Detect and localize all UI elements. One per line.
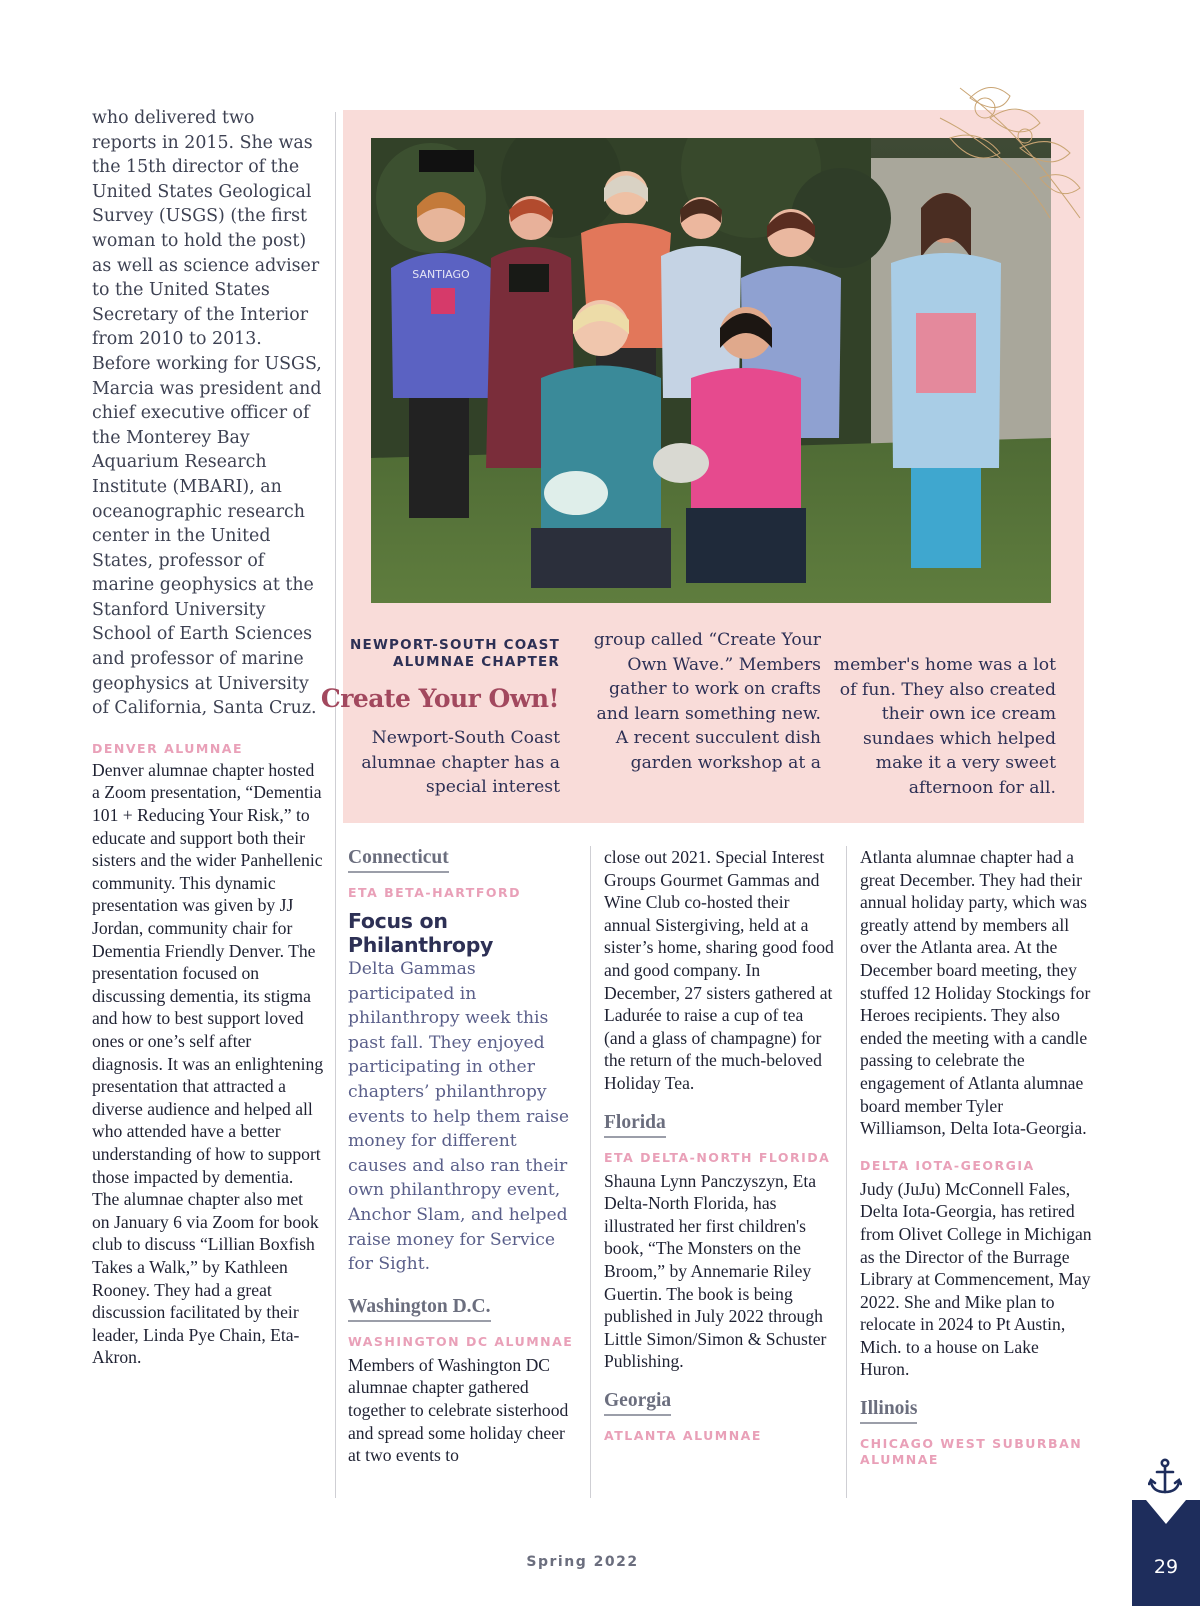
- washington-dc-article: Members of Washington DC alumnae chapter gathered together to celebrate sisterhood and spread some holiday cheer at two events to: [348, 1354, 569, 1466]
- column-rule: [590, 846, 591, 1498]
- feature-caption: member's home was a lot of fun. They also created their own ice cream sundaes which helped make it a very sweet afternoon for all.: [833, 655, 1056, 798]
- feature-caption: group called “Create Your Own Wave.” Members gather to work on crafts and learn something new. A recent succulent dish garden workshop at a: [593, 630, 821, 773]
- column-rule: [846, 846, 847, 1498]
- section-kicker-chicago: CHICAGO WEST SUBURBAN ALUMNAE: [860, 1436, 1083, 1468]
- state-heading-florida: Florida: [604, 1111, 666, 1138]
- section-kicker-washington-dc: WASHINGTON DC ALUMNAE: [348, 1333, 574, 1349]
- section-kicker-delta-iota: DELTA IOTA-GEORGIA: [860, 1157, 1035, 1173]
- state-heading-georgia: Georgia: [604, 1389, 671, 1416]
- feature-caption: Newport-South Coast alumnae chapter has a special interest: [361, 728, 560, 798]
- lower-column-2: [348, 846, 580, 1467]
- issue-label: Spring 2022: [526, 1554, 639, 1570]
- page-tab: [1132, 1500, 1200, 1606]
- denver-article: Denver alumnae chapter hosted a Zoom presentation, “Dementia 101 + Reducing Your Risk,” to educate and support both their sisters and the wider Panhellenic community. This dynamic presentation was given by JJ Jordan, community chair for Dementia Friendly Denver. The presentation focused on discussing dementia, its stigma and how to best support loved ones or one’s self after diagnosis. It was an enlightening presentation that attracted a diverse audience and helped all who attended have a better understanding of how to support those impacted by dementia. The alumnae chapter also met on January 6 via Zoom for book club to discuss “Lillian Boxfish Takes a Walk,” by Kathleen Rooney. They had a great discussion facilitated by their leader, Linda Pye Chain, Eta-Akron.: [92, 759, 324, 1368]
- state-heading-illinois: Illinois: [860, 1397, 917, 1424]
- section-kicker-eta-beta: ETA BETA-HARTFORD: [348, 885, 521, 900]
- article-continuation: who delivered two reports in 2015. She was the 15th director of the United States Geological Survey (USGS) (the first woman to hold the post) as well as science adviser to the United States Secretary of the Interior from 2010 to 2013. Before working for USGS, Marcia was president and chief executive officer of the Monterey Bay Aquarium Research Institute (MBARI), an oceanographic research center in the United States, professor of marine geophysics at the Stanford University School of Earth Sciences and professor of marine geophysics at University of California, Santa Cruz.: [92, 108, 322, 719]
- shirt-text: SANTIAGO: [412, 268, 470, 281]
- section-kicker-eta-delta: ETA DELTA-NORTH FLORIDA: [604, 1149, 831, 1165]
- washington-dc-article-continued: close out 2021. Special Interest Groups Gourmet Gammas and Wine Club co-hosted their annual Sistergiving, held at a sister’s home, sharing good food and good company. In December, 27 sisters gathered at Ladurée to raise a cup of tea (and a glass of champagne) for the return of the much-beloved Holiday Tea.: [604, 847, 834, 1093]
- page-number: 29: [1153, 1556, 1179, 1578]
- state-heading-connecticut: Connecticut: [348, 846, 449, 873]
- article-heading: Focus on Philanthropy: [348, 909, 494, 957]
- feature-kicker: NEWPORT-SOUTH COAST ALUMNAE CHAPTER: [350, 637, 560, 670]
- section-kicker-denver: DENVER ALUMNAE: [92, 740, 244, 756]
- floral-ornament-icon: [930, 78, 1100, 228]
- lower-column-4: [860, 846, 1092, 1472]
- atlanta-article: Atlanta alumnae chapter had a great December. They had their annual holiday party, which was greatly attend by members all over the Atlanta area. At the December board meeting, they stuffed 12 Holiday Stockings for Heroes recipients. They also ended the meeting with a candle passing to celebrate the engagement of Atlanta alumnae board member Tyler Williamson, Delta Iota-Georgia.: [860, 847, 1091, 1139]
- section-kicker-atlanta: ATLANTA ALUMNAE: [604, 1427, 762, 1443]
- anchor-icon: [1148, 1458, 1182, 1498]
- left-column: [92, 106, 324, 1369]
- connecticut-article: Delta Gammas participated in philanthropy week this past fall. They enjoyed participating in other chapters’ philanthropy events to help them raise money for different causes and also ran their own philanthropy event, Anchor Slam, and helped raise money for Service for Sight.: [348, 959, 570, 1275]
- feature-title: Create Your Own!: [320, 684, 559, 713]
- florida-article: Shauna Lynn Panczyszyn, Eta Delta-North Florida, has illustrated her first children's book, “The Monsters on the Broom,” by Annemarie Riley Guertin. The book is being published in July 2022 through Little Simon/Simon & Schuster Publishing.: [604, 1170, 827, 1372]
- wall-sign: [419, 150, 474, 172]
- delta-iota-article: Judy (JuJu) McConnell Fales, Delta Iota-Georgia, has retired from Olivet College in Michigan as the Director of the Burrage Library at Commencement, May 2022. She and Mike plan to relocate in 2024 to Pt Austin, Mich. to a house on Lake Huron.: [860, 1178, 1092, 1380]
- lower-column-3: [604, 846, 836, 1448]
- column-rule: [335, 112, 336, 1498]
- state-heading-washington-dc: Washington D.C.: [348, 1295, 491, 1322]
